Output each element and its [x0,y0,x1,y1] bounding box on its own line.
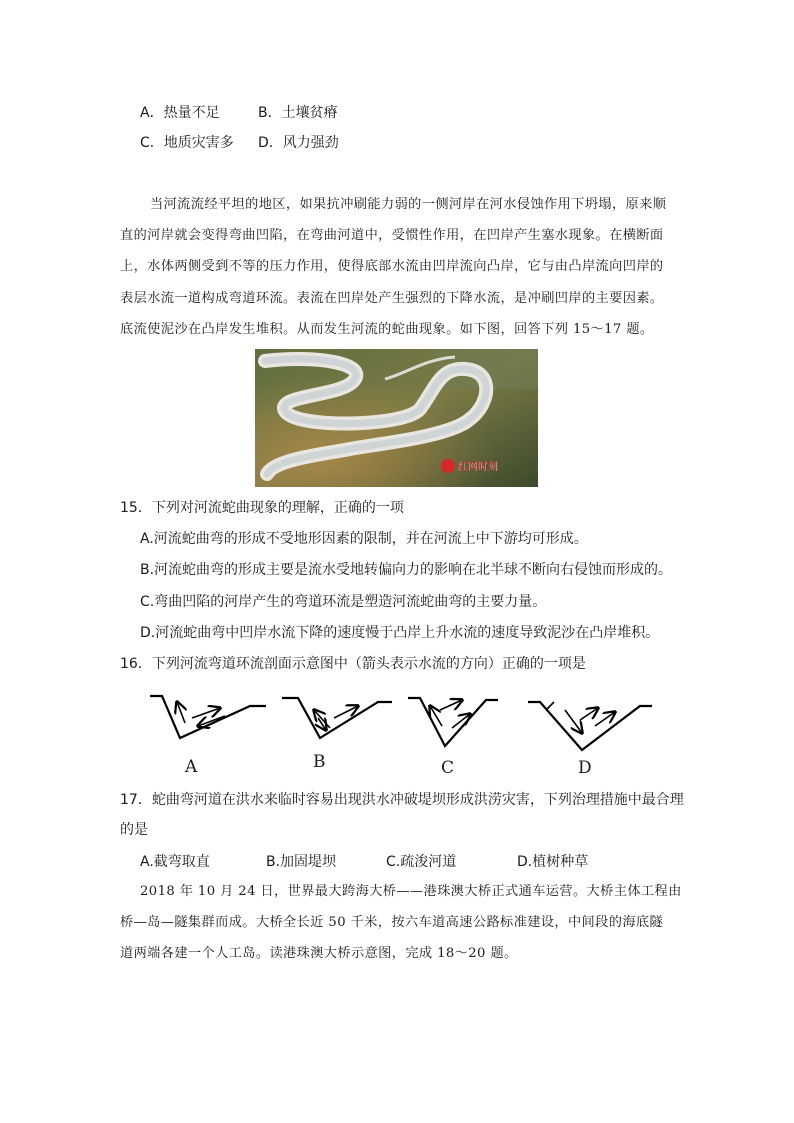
photo-watermark: 红网时刻 [458,462,498,473]
q15-option-b: B.河流蛇曲弯的形成主要是流水受地转偏向力的影响在北半球不断向右侵蚀而形成的。 [140,562,673,578]
q17-stem-line2: 的是 [120,822,148,838]
diagram-b [282,698,392,738]
diagram-a [150,696,266,738]
meander-photo [255,349,538,487]
diagram-label-a: A [185,757,198,777]
option-b: B．土壤贫瘠 [258,105,338,121]
diagram-label-b: B [313,752,326,772]
q17-option-b: B.加固堤坝 [266,854,337,870]
passage1-line-5: 底流使泥沙在凸岸发生堆积。从而发生河流的蛇曲现象。如下图，回答下列 15～17 题。 [120,322,654,337]
passage2-line-1: 2018 年 10 月 24 日，世界最大跨海大桥——港珠澳大桥正式通车运营。大桥主体工程由 [140,884,682,899]
passage2-line-3: 道两端各建一个人工岛。读港珠澳大桥示意图，完成 18～20 题。 [120,946,518,961]
passage1-line-1: 当河流流经平坦的地区，如果抗冲刷能力弱的一侧河岸在河水侵蚀作用下坍塌，原来顺 [150,197,667,212]
q15-option-a: A.河流蛇曲弯的形成不受地形因素的限制，并在河流上中下游均可形成。 [140,531,588,547]
q17-option-c: C.疏浚河道 [386,854,457,870]
option-c: C．地质灾害多 [140,135,234,151]
diagram-label-d: D [578,758,592,778]
passage1-line-4: 表层水流一道构成弯道环流。表流在凹岸处产生强烈的下降水流，是冲刷凹岸的主要因素。 [120,291,664,306]
passage1-line-2: 直的河岸就会变得弯曲凹陷，在弯曲河道中，受惯性作用，在凹岸产生塞水现象。在横断面 [120,228,664,243]
diagram-d [528,702,652,750]
option-a: A．热量不足 [140,105,220,121]
q17-stem-line1: 17．蛇曲弯河道在洪水来临时容易出现洪水冲破堤坝形成洪涝灾害，下列治理措施中最合理 [120,792,684,808]
passage2-line-2: 桥—岛—隧集群而成。大桥全长近 50 千米，按六车道高速公路标准建设，中间段的海底隧 [120,915,664,930]
q15-option-c: C.弯曲凹陷的河岸产生的弯道环流是塑造河流蛇曲弯的主要力量。 [140,594,547,610]
passage1-line-3: 上，水体两侧受到不等的压力作用，使得底部水流由凹岸流向凸岸，它与由凸岸流向凹岸的 [120,259,664,274]
q17-option-d: D.植树种草 [517,854,589,870]
q17-option-a: A.截弯取直 [140,854,210,870]
option-d: D．风力强劲 [258,135,339,151]
diagram-label-c: C [441,758,455,778]
q15-stem: 15．下列对河流蛇曲现象的理解，正确的一项 [120,500,404,516]
q15-option-d: D.河流蛇曲弯中凹岸水流下降的速度慢于凸岸上升水流的速度导致泥沙在凸岸堆积。 [140,625,660,641]
diagram-c [408,698,498,746]
q16-stem: 16．下列河流弯道环流剖面示意图中（箭头表示水流的方向）正确的一项是 [120,656,586,672]
